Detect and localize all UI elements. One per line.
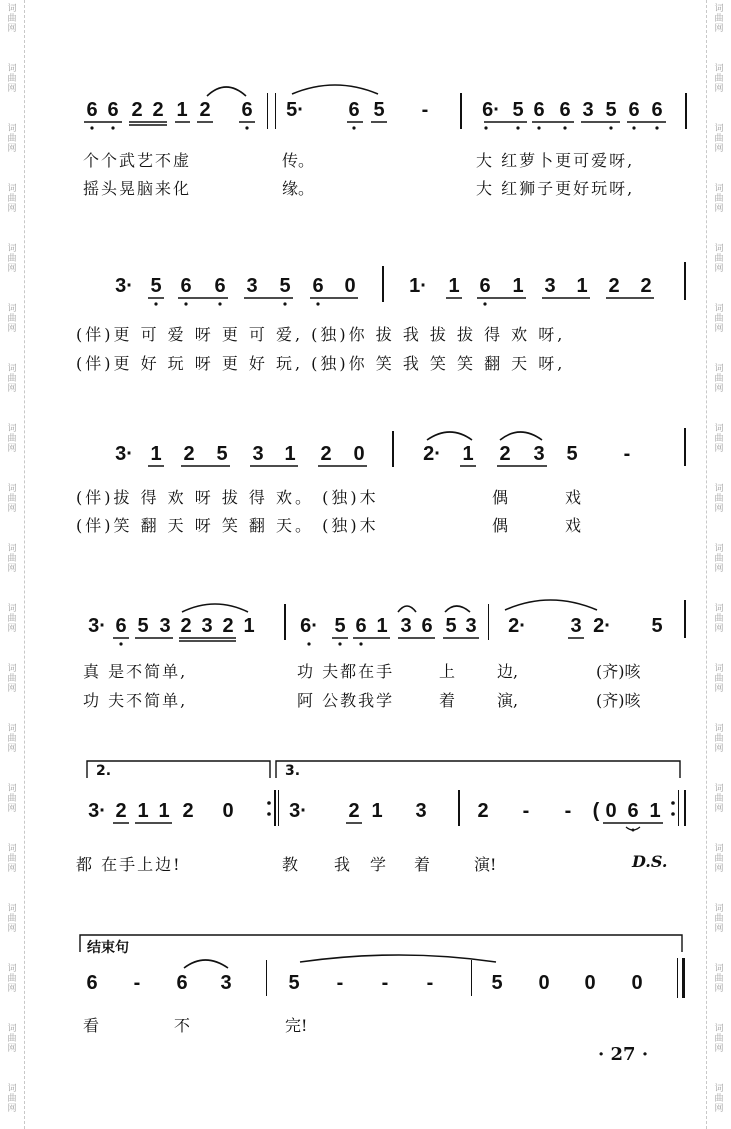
note: 3 xyxy=(570,615,582,637)
watermark-glyph-column: 词 曲 网 xyxy=(714,244,724,274)
watermark-glyph-column: 词 曲 网 xyxy=(7,904,17,934)
lyric-line: 着 xyxy=(414,855,431,874)
watermark-glyph-column: 词 曲 网 xyxy=(714,184,724,214)
lyric-line: (伴)笑 翻 天 呀 笑 翻 天。 (独)木 xyxy=(76,516,379,535)
note: 1· xyxy=(409,275,427,297)
note: 5· xyxy=(286,99,304,121)
note: 2· xyxy=(593,615,611,637)
watermark-glyph-column: 词 曲 网 xyxy=(7,1084,17,1114)
lyric-line: 摇头晃脑来化 xyxy=(83,179,192,198)
note: 1 xyxy=(176,99,188,121)
lyric-line: 真 是不简单, xyxy=(83,662,188,681)
note: 3 xyxy=(201,615,213,637)
note: - xyxy=(522,800,530,822)
note: 1 xyxy=(150,443,162,465)
note: 5 xyxy=(512,99,524,121)
lyric-line: 大 红萝卜更可爱呀, xyxy=(476,151,635,170)
lyric-line: 看 xyxy=(83,1016,100,1035)
note: 6 xyxy=(355,615,367,637)
note: 2 xyxy=(640,275,652,297)
watermark-glyph-column: 词 曲 网 xyxy=(714,484,724,514)
note: 1 xyxy=(376,615,388,637)
note: 6 xyxy=(479,275,491,297)
watermark-glyph-column: 词 曲 网 xyxy=(714,124,724,154)
lyric-line: 传。 xyxy=(282,151,315,170)
note: - xyxy=(421,99,429,121)
note: 0 xyxy=(584,972,596,994)
note: 6· xyxy=(482,99,500,121)
note: - xyxy=(381,972,389,994)
note: 1 xyxy=(448,275,460,297)
watermark-glyph-column: 词 曲 网 xyxy=(714,304,724,334)
watermark-glyph-column: 词 曲 网 xyxy=(7,244,17,274)
note: 0 xyxy=(538,972,550,994)
note: ( xyxy=(592,800,600,822)
note: 6 xyxy=(628,99,640,121)
note: 0 xyxy=(353,443,365,465)
note: 3· xyxy=(289,800,307,822)
note: 3 xyxy=(220,972,232,994)
watermark-glyph-column: 词 曲 网 xyxy=(7,844,17,874)
note: 1 xyxy=(462,443,474,465)
ending-label-2: 2. xyxy=(96,763,112,779)
dal-segno-mark: D.S. xyxy=(632,852,668,871)
note: 2 xyxy=(320,443,332,465)
note: 6 xyxy=(421,615,433,637)
lyric-line: 个个武艺不虚 xyxy=(83,151,192,170)
note: 6 xyxy=(533,99,545,121)
watermark-glyph-column: 词 曲 网 xyxy=(7,304,17,334)
note: 3· xyxy=(88,615,106,637)
watermark-glyph-column: 词 曲 网 xyxy=(7,184,17,214)
note: 3· xyxy=(88,800,106,822)
note: - xyxy=(623,443,631,465)
note: 1 xyxy=(371,800,383,822)
watermark-glyph-column: 词 曲 网 xyxy=(714,544,724,574)
note: 1 xyxy=(284,443,296,465)
watermark-glyph-column: 词 曲 网 xyxy=(7,484,17,514)
lyric-line: 上 xyxy=(439,662,456,681)
note: 2 xyxy=(477,800,489,822)
note: 3 xyxy=(533,443,545,465)
lyric-line: 都 在手上边! xyxy=(76,855,182,874)
lyric-line: (齐)咳 xyxy=(596,691,641,710)
watermark-glyph-column: 词 曲 网 xyxy=(714,964,724,994)
lyric-line: 完! xyxy=(285,1016,308,1035)
note: 6· xyxy=(300,615,318,637)
note: 6 xyxy=(86,99,98,121)
lyric-line: 我 xyxy=(334,855,351,874)
watermark-glyph-column: 词 曲 网 xyxy=(714,364,724,394)
note: 6 xyxy=(107,99,119,121)
note: 3 xyxy=(252,443,264,465)
note: 5 xyxy=(137,615,149,637)
lyric-line: 偶 xyxy=(492,488,509,507)
note: 1 xyxy=(243,615,255,637)
lyric-line: 功 夫都在手 xyxy=(297,662,395,681)
note: 5 xyxy=(150,275,162,297)
note: 5 xyxy=(216,443,228,465)
watermark-glyph-column: 词 曲 网 xyxy=(7,544,17,574)
note: 6 xyxy=(559,99,571,121)
watermark-glyph-column: 词 曲 网 xyxy=(7,4,17,34)
watermark-glyph-column: 词 曲 网 xyxy=(7,364,17,394)
lyric-line: 不 xyxy=(174,1016,191,1035)
note: 1 xyxy=(158,800,170,822)
note: 3 xyxy=(400,615,412,637)
lyric-line: (伴)拔 得 欢 呀 拔 得 欢。 (独)木 xyxy=(76,488,379,507)
note: 3· xyxy=(115,275,133,297)
lyric-line: 着 xyxy=(439,691,456,710)
lyric-line: 边, xyxy=(497,662,519,681)
note: 5 xyxy=(651,615,663,637)
watermark-glyph-column: 词 曲 网 xyxy=(7,604,17,634)
lyric-line: 学 xyxy=(370,855,387,874)
lyric-line: 演! xyxy=(474,855,497,874)
note: 6 xyxy=(651,99,663,121)
note: 3 xyxy=(415,800,427,822)
note: 3 xyxy=(246,275,258,297)
watermark-glyph-column: 词 曲 网 xyxy=(7,724,17,754)
note: 6 xyxy=(176,972,188,994)
page-number: · 27 · xyxy=(598,1044,649,1065)
note: 6 xyxy=(214,275,226,297)
note: 6 xyxy=(115,615,127,637)
note: 2 xyxy=(222,615,234,637)
watermark-glyph-column: 词 曲 网 xyxy=(714,724,724,754)
note: 5 xyxy=(445,615,457,637)
watermark-glyph-column: 词 曲 网 xyxy=(7,1024,17,1054)
watermark-glyph-column: 词 曲 网 xyxy=(7,424,17,454)
note: 3· xyxy=(115,443,133,465)
note: 6 xyxy=(627,800,639,822)
note: 1 xyxy=(512,275,524,297)
note: 5 xyxy=(279,275,291,297)
lyric-line: 阿 公教我学 xyxy=(297,691,395,710)
note: - xyxy=(133,972,141,994)
note: 6 xyxy=(180,275,192,297)
lyric-line: 功 夫不简单, xyxy=(83,691,188,710)
watermark-glyph-column: 词 曲 网 xyxy=(714,664,724,694)
watermark-glyph-column: 词 曲 网 xyxy=(7,964,17,994)
watermark-glyph-column: 词 曲 网 xyxy=(7,664,17,694)
coda-label: 结束句 xyxy=(87,940,129,956)
note: - xyxy=(564,800,572,822)
note: 5 xyxy=(566,443,578,465)
note: 2 xyxy=(180,615,192,637)
note: 2 xyxy=(131,99,143,121)
note: 2 xyxy=(499,443,511,465)
note: 6 xyxy=(348,99,360,121)
lyric-line: (伴)更 好 玩 呀 更 好 玩, (独)你 笑 我 笑 笑 翻 天 呀, xyxy=(76,354,566,373)
note: 2· xyxy=(423,443,441,465)
note: 2 xyxy=(152,99,164,121)
lyric-line: 演, xyxy=(497,691,519,710)
note: 6 xyxy=(241,99,253,121)
note: 6 xyxy=(86,972,98,994)
note: 5 xyxy=(605,99,617,121)
note: 2 xyxy=(115,800,127,822)
watermark-glyph-column: 词 曲 网 xyxy=(7,124,17,154)
watermark-glyph-column: 词 曲 网 xyxy=(714,844,724,874)
note: 3 xyxy=(465,615,477,637)
note: 1 xyxy=(576,275,588,297)
watermark-glyph-column: 词 曲 网 xyxy=(714,424,724,454)
note: 0 xyxy=(344,275,356,297)
note: 2 xyxy=(348,800,360,822)
note: 2 xyxy=(199,99,211,121)
lyric-line: 大 红狮子更好玩呀, xyxy=(476,179,635,198)
watermark-glyph-column: 词 曲 网 xyxy=(714,1024,724,1054)
lyric-line: (齐)咳 xyxy=(596,662,641,681)
lyric-line: 缘。 xyxy=(282,179,315,198)
note: 6 xyxy=(312,275,324,297)
watermark-glyph-column: 词 曲 网 xyxy=(714,64,724,94)
watermark-glyph-column: 词 曲 网 xyxy=(714,904,724,934)
watermark-glyph-column: 词 曲 网 xyxy=(714,604,724,634)
note: 3 xyxy=(544,275,556,297)
lyric-line: 戏 xyxy=(565,488,582,507)
watermark-glyph-column: 词 曲 网 xyxy=(714,4,724,34)
note: 5 xyxy=(373,99,385,121)
lyric-line: (伴)更 可 爱 呀 更 可 爱, (独)你 拔 我 拔 拔 得 欢 呀, xyxy=(76,325,566,344)
watermark-glyph-column: 词 曲 网 xyxy=(714,1084,724,1114)
note: 5 xyxy=(491,972,503,994)
note: 0 xyxy=(222,800,234,822)
watermark-glyph-column: 词 曲 网 xyxy=(714,784,724,814)
note: 2 xyxy=(183,443,195,465)
note: 3 xyxy=(582,99,594,121)
note: - xyxy=(426,972,434,994)
lyric-line: 教 xyxy=(282,855,299,874)
note: 2 xyxy=(182,800,194,822)
note: 3 xyxy=(159,615,171,637)
note: 5 xyxy=(288,972,300,994)
lyric-line: 戏 xyxy=(565,516,582,535)
note: 0 xyxy=(605,800,617,822)
note: 2· xyxy=(508,615,526,637)
note: - xyxy=(336,972,344,994)
watermark-glyph-column: 词 曲 网 xyxy=(7,64,17,94)
note: 1 xyxy=(137,800,149,822)
note: 2 xyxy=(608,275,620,297)
watermark-glyph-column: 词 曲 网 xyxy=(7,784,17,814)
lyric-line: 偶 xyxy=(492,516,509,535)
note: 5 xyxy=(334,615,346,637)
note: 0 xyxy=(631,972,643,994)
ending-label-3: 3. xyxy=(285,763,301,779)
note: 1 xyxy=(649,800,661,822)
